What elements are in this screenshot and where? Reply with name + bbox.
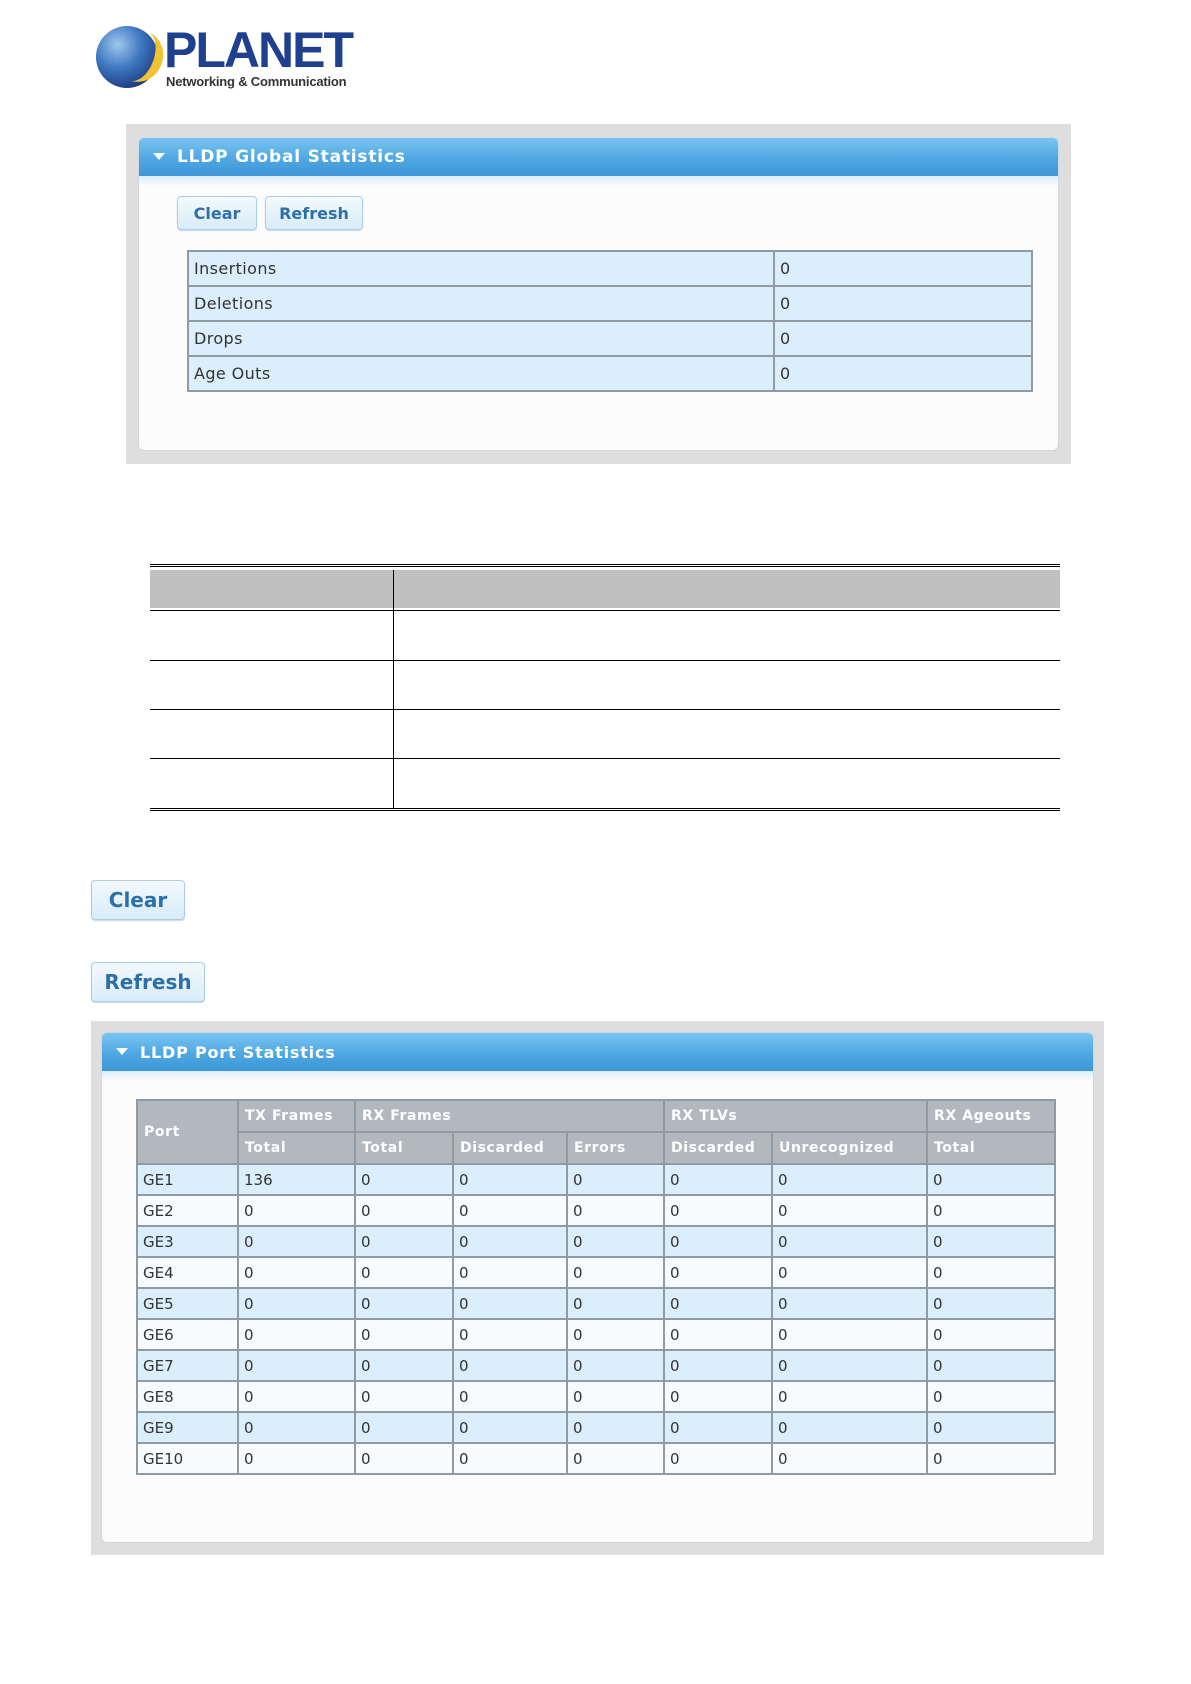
stat-cell: 0	[927, 1288, 1055, 1319]
stat-cell: 0	[772, 1195, 927, 1226]
table-row	[150, 661, 1060, 710]
stat-cell: 0	[927, 1195, 1055, 1226]
stat-cell: 0	[453, 1164, 567, 1195]
global-stats-frame	[126, 124, 1071, 464]
stat-cell: 0	[355, 1412, 453, 1443]
table-row	[137, 1381, 1055, 1412]
clear-button[interactable]: Clear	[177, 196, 257, 230]
stat-cell: 0	[664, 1164, 772, 1195]
col-header-rx-ageouts: RX Ageouts	[927, 1100, 1055, 1132]
table-header-row	[137, 1100, 1055, 1132]
table-row	[137, 1195, 1055, 1226]
stat-cell: 0	[772, 1443, 927, 1474]
stat-cell: 0	[567, 1288, 664, 1319]
stat-cell: 0	[664, 1226, 772, 1257]
stat-cell: 0	[772, 1381, 927, 1412]
table-row	[188, 356, 1032, 391]
table-row	[150, 570, 1060, 611]
stat-cell: 0	[927, 1350, 1055, 1381]
stat-cell: 0	[567, 1226, 664, 1257]
stat-label: Deletions	[188, 286, 774, 321]
stat-cell: 0	[238, 1195, 355, 1226]
col-subheader: Unrecognized	[772, 1132, 927, 1164]
table-row	[137, 1257, 1055, 1288]
header-fade	[102, 1071, 1093, 1081]
stat-cell: 0	[772, 1412, 927, 1443]
col-header-rx-tlvs: RX TLVs	[664, 1100, 927, 1132]
stat-cell: 0	[453, 1319, 567, 1350]
stat-cell: 136	[238, 1164, 355, 1195]
table-row	[188, 286, 1032, 321]
table-row	[150, 611, 1060, 661]
global-stats-table	[187, 250, 1033, 392]
column-divider	[393, 570, 394, 808]
table-subheader-row	[137, 1132, 1055, 1164]
global-stats-panel	[138, 137, 1059, 451]
col-header-rx-frames: RX Frames	[355, 1100, 664, 1132]
stat-cell: 0	[238, 1226, 355, 1257]
stat-cell: 0	[664, 1350, 772, 1381]
port-name-cell: GE3	[137, 1226, 238, 1257]
stat-cell: 0	[927, 1257, 1055, 1288]
stat-cell: 0	[355, 1443, 453, 1474]
collapse-caret-icon[interactable]	[153, 153, 165, 160]
col-subheader: Discarded	[453, 1132, 567, 1164]
stat-cell: 0	[664, 1443, 772, 1474]
stat-cell: 0	[238, 1443, 355, 1474]
collapse-caret-icon[interactable]	[116, 1048, 128, 1055]
stat-cell: 0	[355, 1350, 453, 1381]
col-header-tx-frames: TX Frames	[238, 1100, 355, 1132]
stat-cell: 0	[567, 1350, 664, 1381]
port-name-cell: GE10	[137, 1443, 238, 1474]
table-row	[150, 710, 1060, 759]
stat-cell: 0	[238, 1257, 355, 1288]
header-fade	[139, 176, 1058, 186]
stat-cell: 0	[567, 1443, 664, 1474]
stat-value: 0	[774, 321, 1032, 356]
stat-cell: 0	[453, 1195, 567, 1226]
planet-logo	[96, 22, 356, 92]
port-name-cell: GE6	[137, 1319, 238, 1350]
port-name-cell: GE9	[137, 1412, 238, 1443]
logo-tagline: Networking & Communication	[166, 74, 347, 89]
stat-cell: 0	[567, 1257, 664, 1288]
stat-value: 0	[774, 286, 1032, 321]
stat-cell: 0	[772, 1257, 927, 1288]
stat-cell: 0	[772, 1319, 927, 1350]
global-stats-title: LLDP Global Statistics	[177, 147, 406, 167]
port-rows	[137, 1164, 1055, 1474]
table-row	[137, 1443, 1055, 1474]
col-subheader: Total	[355, 1132, 453, 1164]
stat-cell: 0	[355, 1319, 453, 1350]
stat-cell: 0	[238, 1412, 355, 1443]
stat-cell: 0	[238, 1319, 355, 1350]
stat-cell: 0	[567, 1381, 664, 1412]
port-name-cell: GE4	[137, 1257, 238, 1288]
stat-cell: 0	[664, 1257, 772, 1288]
stat-cell: 0	[567, 1195, 664, 1226]
col-subheader: Discarded	[664, 1132, 772, 1164]
stat-cell: 0	[772, 1164, 927, 1195]
stat-cell: 0	[355, 1195, 453, 1226]
stat-cell: 0	[238, 1350, 355, 1381]
stat-cell: 0	[927, 1164, 1055, 1195]
table-row	[137, 1164, 1055, 1195]
port-stats-frame	[91, 1021, 1104, 1555]
clear-button-standalone[interactable]: Clear	[91, 880, 185, 920]
stat-cell: 0	[664, 1381, 772, 1412]
col-subheader: Total	[238, 1132, 355, 1164]
stat-cell: 0	[664, 1412, 772, 1443]
table-row	[188, 251, 1032, 286]
stat-cell: 0	[664, 1288, 772, 1319]
stat-cell: 0	[927, 1226, 1055, 1257]
port-name-cell: GE8	[137, 1381, 238, 1412]
description-table	[150, 564, 1060, 811]
table-row	[137, 1412, 1055, 1443]
stat-cell: 0	[355, 1288, 453, 1319]
stat-cell: 0	[927, 1443, 1055, 1474]
stat-cell: 0	[927, 1381, 1055, 1412]
stat-cell: 0	[772, 1288, 927, 1319]
stat-cell: 0	[927, 1412, 1055, 1443]
stat-cell: 0	[355, 1226, 453, 1257]
port-name-cell: GE2	[137, 1195, 238, 1226]
stat-cell: 0	[453, 1443, 567, 1474]
stat-cell: 0	[453, 1350, 567, 1381]
stat-cell: 0	[238, 1381, 355, 1412]
stat-cell: 0	[772, 1226, 927, 1257]
col-header-port: Port	[137, 1100, 238, 1164]
table-row	[137, 1226, 1055, 1257]
port-name-cell: GE1	[137, 1164, 238, 1195]
port-stats-title: LLDP Port Statistics	[140, 1043, 336, 1062]
col-subheader: Total	[927, 1132, 1055, 1164]
stat-cell: 0	[567, 1164, 664, 1195]
stat-cell: 0	[664, 1195, 772, 1226]
global-stats-header[interactable]	[139, 138, 1058, 177]
port-stats-table	[136, 1099, 1056, 1475]
port-stats-header[interactable]	[102, 1033, 1093, 1072]
col-subheader: Errors	[567, 1132, 664, 1164]
stat-cell: 0	[567, 1412, 664, 1443]
stat-label: Drops	[188, 321, 774, 356]
refresh-button-standalone[interactable]: Refresh	[91, 962, 205, 1002]
table-row	[188, 321, 1032, 356]
stat-cell: 0	[355, 1257, 453, 1288]
table-row	[137, 1350, 1055, 1381]
stat-cell: 0	[772, 1350, 927, 1381]
refresh-button[interactable]: Refresh	[265, 196, 363, 230]
stat-cell: 0	[355, 1381, 453, 1412]
stat-cell: 0	[567, 1319, 664, 1350]
stat-cell: 0	[453, 1257, 567, 1288]
stat-value: 0	[774, 251, 1032, 286]
stat-cell: 0	[927, 1319, 1055, 1350]
logo-name: PLANET	[164, 22, 352, 78]
port-name-cell: GE7	[137, 1350, 238, 1381]
stat-cell: 0	[453, 1381, 567, 1412]
stat-value: 0	[774, 356, 1032, 391]
stat-cell: 0	[238, 1288, 355, 1319]
stat-cell: 0	[453, 1226, 567, 1257]
stat-label: Insertions	[188, 251, 774, 286]
table-row	[137, 1288, 1055, 1319]
port-name-cell: GE5	[137, 1288, 238, 1319]
stat-cell: 0	[453, 1288, 567, 1319]
stat-label: Age Outs	[188, 356, 774, 391]
stat-cell: 0	[664, 1319, 772, 1350]
stat-cell: 0	[355, 1164, 453, 1195]
table-row	[137, 1319, 1055, 1350]
stat-cell: 0	[453, 1412, 567, 1443]
port-stats-panel	[101, 1032, 1094, 1543]
